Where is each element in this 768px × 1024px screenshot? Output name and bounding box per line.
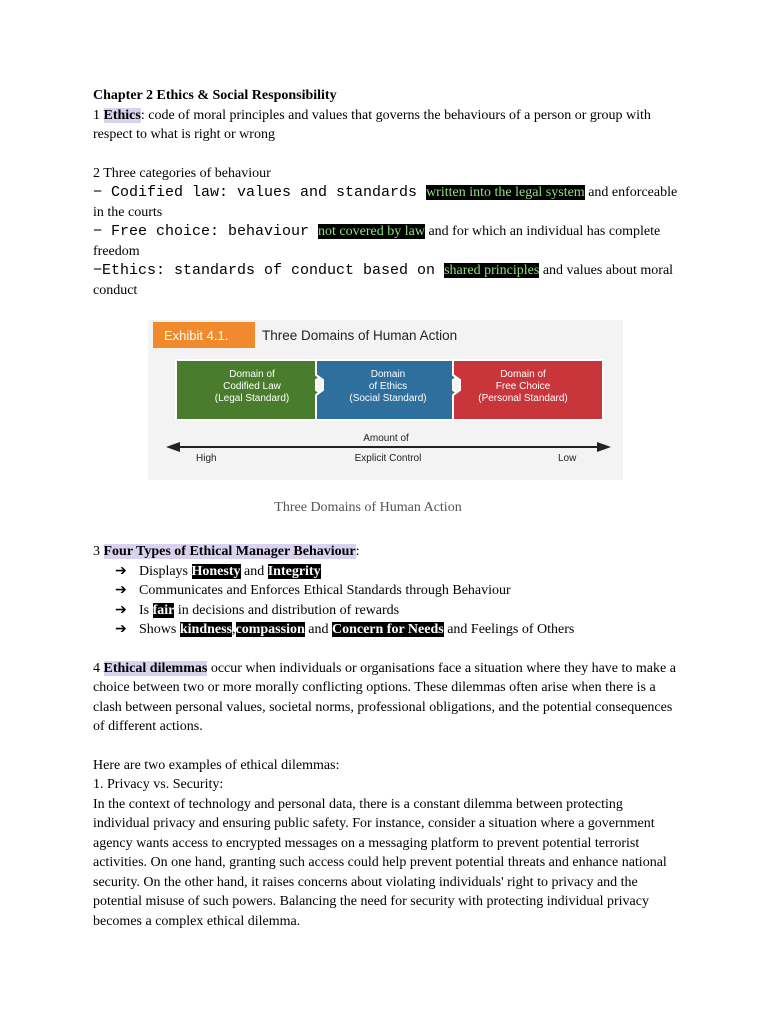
list-text: and (304, 622, 332, 637)
axis-low-label: Low (558, 453, 577, 464)
list-text: , (232, 622, 236, 637)
domain-1-line2: Codified Law (223, 381, 281, 392)
highlight-green: written into the legal system (426, 185, 585, 200)
categories-title: 2 Three categories of behaviour (93, 165, 271, 181)
example1-title: 1. Privacy vs. Security: (93, 777, 224, 792)
highlight-compassion: compassion (235, 622, 305, 637)
section3-title-text: Four Types of Ethical Manager Behaviour (103, 544, 356, 559)
examples-intro: Here are two examples of ethical dilemmas: (93, 757, 340, 773)
exhibit-title: Three Domains of Human Action (262, 328, 458, 343)
section4-paragraph (93, 659, 683, 737)
category-lead: − Codified law: values and standards (93, 184, 427, 201)
list-text: in decisions and distribution of rewards (174, 602, 400, 618)
highlight-honesty: Honesty (191, 563, 241, 579)
list-text: and Feelings of Others (443, 622, 575, 637)
section3-colon: : (355, 544, 360, 559)
document-page (93, 86, 683, 931)
definition-text: : code of moral principles and values that governs the behaviours of a person or group with respect to what is right or wrong (93, 107, 651, 142)
term-ethics: Ethics (103, 107, 141, 123)
category-lead: −Ethics: standards of conduct based on (93, 262, 445, 279)
section3-title (93, 542, 683, 562)
category-ethics (93, 261, 683, 300)
chapter-heading: Chapter 2 Ethics & Social Responsibility (93, 88, 337, 103)
domain-2-line2: of Ethics (368, 381, 408, 392)
domain-1-line3: (Legal Standard) (214, 393, 290, 404)
axis-label-explicit-control: Explicit Control (354, 453, 422, 464)
definition-ethics (93, 106, 683, 145)
list-item (115, 620, 683, 640)
manager-behaviour-list (93, 562, 683, 640)
exhibit-tag-label: Exhibit 4.1. (164, 328, 229, 343)
list-item (115, 562, 683, 582)
highlight-green: not covered by law (318, 224, 425, 239)
list-text: Communicates and Enforces Ethical Standards through Behaviour (139, 583, 511, 598)
arrow-icon: ➔ (115, 583, 127, 598)
category-rest: and values about moral conduct (93, 263, 674, 298)
highlight-fair: fair (152, 602, 175, 618)
highlight-concern-for-needs: Concern for Needs (331, 622, 444, 637)
category-rest: and enforceable in the courts (93, 185, 678, 220)
term-ethical-dilemmas: Ethical dilemmas (103, 660, 208, 676)
axis-high-label: High (196, 453, 217, 464)
category-codified-law (93, 183, 683, 222)
domain-3-line3: (Personal Standard) (478, 393, 568, 404)
domain-2-line3: (Social Standard) (349, 393, 427, 404)
list-text: Shows (139, 622, 180, 637)
highlight-green: shared principles (444, 263, 540, 278)
category-rest: and for which an individual has complete freedom (93, 224, 661, 259)
arrow-icon: ➔ (115, 622, 127, 637)
highlight-integrity: Integrity (267, 563, 321, 579)
domain-3-line2: Free Choice (495, 381, 551, 392)
category-free-choice (93, 222, 683, 261)
section4-text: occur when individuals or organisations face a situation where they have to make a choice between two or more morally conflicting options. These dilemmas often arise when there is a clash between personal values, societal norms, professional obligations, and the potential consequences of different actions. (93, 660, 676, 734)
category-lead: − Free choice: behaviour (93, 223, 319, 240)
arrow-icon: ➔ (115, 602, 127, 618)
highlight-kindness: kindness (179, 622, 233, 637)
axis-label-amount: Amount of (363, 433, 409, 444)
list-item (115, 581, 683, 601)
section-number: 3 (93, 544, 104, 559)
domain-1-line1: Domain of (229, 369, 275, 380)
section-number: 1 (93, 107, 104, 123)
list-text: Displays (139, 563, 192, 579)
domain-2-line1: Domain (370, 369, 406, 380)
section-number: 4 (93, 660, 104, 676)
list-text: Is (139, 602, 153, 618)
list-text: and (240, 563, 268, 579)
exhibit-caption: Three Domains of Human Action (274, 500, 462, 515)
exhibit-figure (93, 300, 683, 530)
domain-3-line1: Domain of (500, 369, 546, 380)
list-item (115, 601, 683, 621)
arrow-icon: ➔ (115, 563, 127, 579)
example1-text: In the context of technology and personal data, there is a constant dilemma between protecting individual privacy and ensuring public safety. For instance, consider a situation where a government agency wants access to encrypted messages on a messaging platform to prevent potential terrorist activities. On one hand, granting such access could help prevent potential threats and enhance national security. On the other hand, it raises concerns about violating individuals' right to privacy and the potential misuse of such powers. Balancing the need for security with protecting individual privacy becomes a complex ethical dilemma. (93, 796, 667, 929)
